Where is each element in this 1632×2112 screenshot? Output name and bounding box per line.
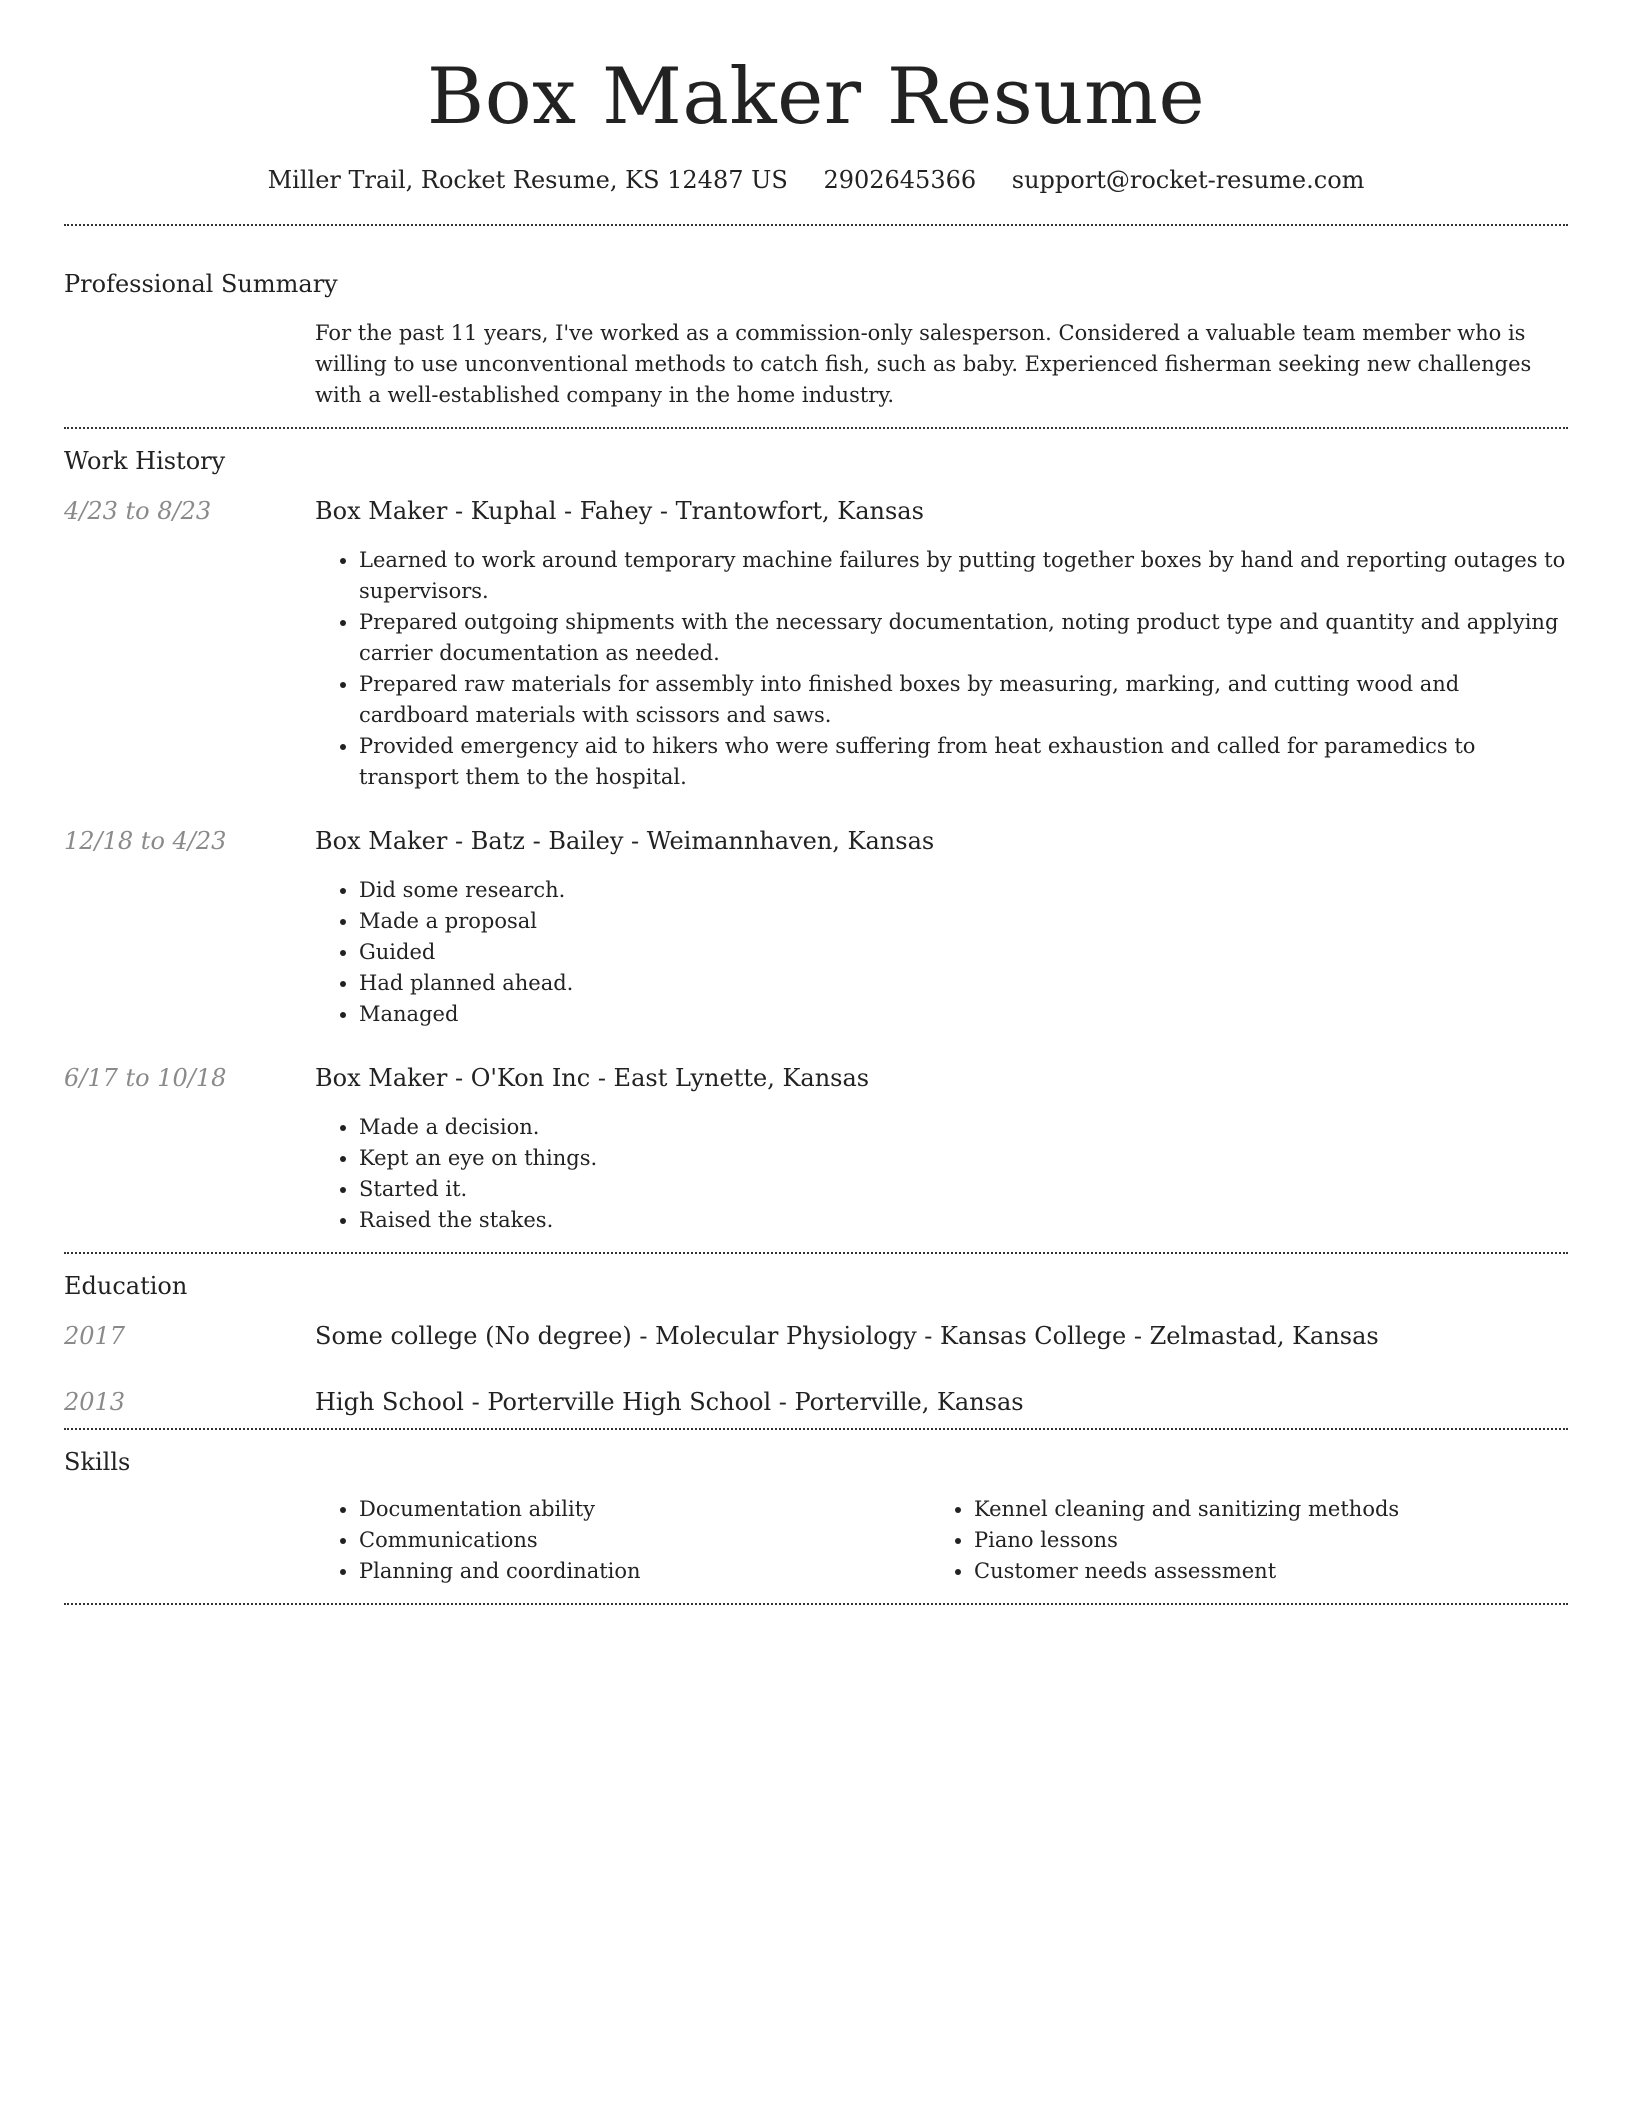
contact-email: support@rocket-resume.com xyxy=(1011,166,1365,194)
education-degree: Some college (No degree) - Molecular Physiology xyxy=(315,1322,917,1350)
job-title: Box Maker - O'Kon Inc - East Lynette, Kansas xyxy=(315,1064,870,1092)
list-item: • Did some research. xyxy=(359,875,1568,906)
job-title: Box Maker - Batz - Bailey - Weimannhaven, Kansas xyxy=(315,827,935,855)
summary-text: For the past 11 years, I've worked as a commission-only salesperson. Considered a valuable team member who is willing to use unconventional methods to catch fish, such as baby. Experienced fisherman seeking new challenges with a well-established company in the home industry. xyxy=(315,321,1532,407)
job-duties xyxy=(315,875,1568,1030)
education-year: 2013 xyxy=(64,1388,126,1416)
skills-column-2 xyxy=(930,1494,1545,1587)
education-details: - Porterville High School - Porterville, Kansas xyxy=(463,1388,1024,1416)
list-item: • Kept an eye on things. xyxy=(359,1143,1568,1174)
contact-address: Miller Trail, Rocket Resume, KS 12487 US xyxy=(267,166,788,194)
section-divider xyxy=(64,427,1568,429)
contact-line xyxy=(64,166,1568,194)
skill-item: • Planning and coordination xyxy=(359,1556,930,1587)
contact-phone: 2902645366 xyxy=(823,166,977,194)
section-divider xyxy=(64,1428,1568,1430)
education-degree: High School xyxy=(315,1388,464,1416)
education-entry xyxy=(64,1322,1568,1350)
job-entry xyxy=(64,827,1568,1030)
education-entry xyxy=(64,1388,1568,1416)
list-item: • Prepared raw materials for assembly into finished boxes by measuring, marking, and cutting wood and cardboard materials with scissors and saws. xyxy=(359,669,1568,731)
job-entry xyxy=(64,1064,1568,1236)
job-dates: 12/18 to 4/23 xyxy=(64,827,227,855)
skill-item: • Documentation ability xyxy=(359,1494,930,1525)
job-dates: 6/17 to 10/18 xyxy=(64,1064,227,1092)
list-item: • Prepared outgoing shipments with the necessary documentation, noting product type and quantity and applying carrier documentation as needed. xyxy=(359,607,1568,669)
section-divider xyxy=(64,1603,1568,1605)
summary-row xyxy=(64,298,1568,427)
list-item: • Made a proposal xyxy=(359,906,1568,937)
section-divider xyxy=(64,224,1568,226)
education-heading: Education xyxy=(64,1272,188,1300)
list-item: • Started it. xyxy=(359,1174,1568,1205)
education-year: 2017 xyxy=(64,1322,126,1350)
skills-heading: Skills xyxy=(64,1448,131,1476)
list-item: • Provided emergency aid to hikers who were suffering from heat exhaustion and called for paramedics to transport them to the hospital. xyxy=(359,731,1568,793)
job-title: Box Maker - Kuphal - Fahey - Trantowfort, Kansas xyxy=(315,497,924,525)
summary-heading: Professional Summary xyxy=(64,270,338,298)
education-details: - Kansas College - Zelmastad, Kansas xyxy=(916,1322,1379,1350)
work-history-heading: Work History xyxy=(64,447,226,475)
list-item: • Had planned ahead. xyxy=(359,968,1568,999)
section-divider xyxy=(64,1252,1568,1254)
skill-item: • Customer needs assessment xyxy=(974,1556,1545,1587)
list-item: • Guided xyxy=(359,937,1568,968)
list-item: • Made a decision. xyxy=(359,1112,1568,1143)
job-duties xyxy=(315,545,1568,793)
job-entry xyxy=(64,497,1568,793)
skill-item: • Kennel cleaning and sanitizing methods xyxy=(974,1494,1545,1525)
skills-row xyxy=(64,1476,1568,1603)
skill-item: • Communications xyxy=(359,1525,930,1556)
job-dates: 4/23 to 8/23 xyxy=(64,497,212,525)
skills-list xyxy=(315,1494,1568,1587)
resume-title: Box Maker Resume xyxy=(426,52,1206,142)
skills-column-1 xyxy=(315,1494,930,1587)
list-item: • Managed xyxy=(359,999,1568,1030)
list-item: • Raised the stakes. xyxy=(359,1205,1568,1236)
job-duties xyxy=(315,1112,1568,1236)
skill-item: • Piano lessons xyxy=(974,1525,1545,1556)
list-item: • Learned to work around temporary machine failures by putting together boxes by hand and reporting outages to supervisors. xyxy=(359,545,1568,607)
